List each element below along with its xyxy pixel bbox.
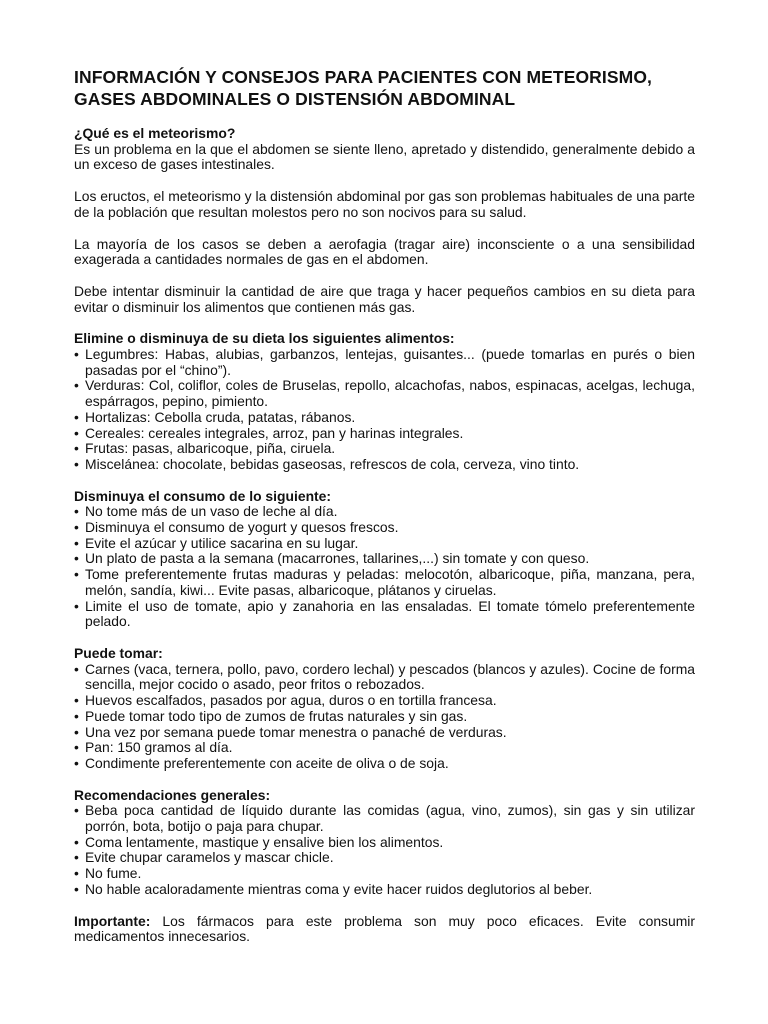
list-item	[74, 803, 695, 834]
list-item	[74, 457, 695, 473]
bullet-icon: •	[74, 692, 79, 709]
list-item-text: Una vez por semana puede tomar menestra o panaché de verduras.	[85, 723, 507, 740]
important-label: Importante:	[74, 912, 151, 929]
list-item-text: No tome más de un vaso de leche al día.	[85, 503, 338, 520]
title-line-1: INFORMACIÓN Y CONSEJOS PARA PACIENTES CON METEORISMO,	[74, 67, 652, 87]
bullet-icon: •	[74, 519, 79, 536]
list-item-text: Miscelánea: chocolate, bebidas gaseosas, refrescos de cola, cerveza, vino tinto.	[85, 455, 580, 472]
bullet-icon: •	[74, 723, 79, 740]
list-item	[74, 536, 695, 552]
list-item-text: Hortalizas: Cebolla cruda, patatas, rábanos.	[85, 408, 356, 425]
bullet-list	[74, 347, 695, 473]
bullet-list	[74, 803, 695, 897]
bullet-icon: •	[74, 754, 79, 771]
list-item-text: Coma lentamente, mastique y ensalive bien los alimentos.	[85, 833, 444, 850]
list-item	[74, 378, 695, 409]
document-title	[74, 66, 695, 110]
list-item-text: Tome preferentemente frutas maduras y peladas: melocotón, albaricoque, piña, manzana, pera, melón, sandía, kiwi... Evite pasas, albaricoque, plátanos y ciruelas.	[85, 566, 695, 598]
section-0	[74, 331, 695, 472]
bullet-icon: •	[74, 707, 79, 724]
list-item-text: No hable acaloradamente mientras coma y evite hacer ruidos deglutorios al beber.	[85, 880, 593, 897]
intro-paragraph-2: Los eructos, el meteorismo y la distensión abdominal por gas son problemas habituales de una parte de la población que resultan molestos pero no son nocivos para su salud.	[74, 188, 695, 220]
bullet-list	[74, 662, 695, 772]
list-item	[74, 410, 695, 426]
list-item	[74, 850, 695, 866]
section-heading: Disminuya el consumo de lo siguiente:	[74, 487, 332, 504]
bullet-icon: •	[74, 408, 79, 425]
bullet-icon: •	[74, 865, 79, 882]
intro-answer: Es un problema en la que el abdomen se siente lleno, apretado y distendido, generalmente debido a un exceso de gases intestinales.	[74, 140, 695, 173]
list-item-text: Huevos escalfados, pasados por agua, duros o en tortilla francesa.	[85, 692, 497, 709]
section-3	[74, 788, 695, 898]
bullet-icon: •	[74, 424, 79, 441]
list-item-text: No fume.	[85, 865, 142, 882]
list-item-text: Limite el uso de tomate, apio y zanahoria en las ensaladas. El tomate tómelo preferentemente pelado.	[85, 597, 695, 630]
section-heading: Elimine o disminuya de su dieta los siguientes alimentos:	[74, 330, 455, 347]
bullet-icon: •	[74, 660, 79, 677]
bullet-icon: •	[74, 849, 79, 866]
list-item	[74, 441, 695, 457]
list-item-text: Condimente preferentemente con aceite de oliva o de soja.	[85, 754, 449, 771]
bullet-icon: •	[74, 534, 79, 551]
sections-container	[74, 331, 695, 897]
important-text: Los fármacos para este problema son muy poco eficaces. Evite consumir medicamentos innecesarios.	[74, 912, 695, 945]
list-item-text: Beba poca cantidad de líquido durante las comidas (agua, vino, zumos), sin gas y sin utilizar porrón, bota, botijo o paja para chupar.	[85, 802, 695, 835]
bullet-icon: •	[74, 880, 79, 897]
list-item	[74, 347, 695, 378]
title-line-2: GASES ABDOMINALES O DISTENSIÓN ABDOMINAL	[74, 89, 516, 109]
bullet-icon: •	[74, 503, 79, 520]
list-item-text: Evite chupar caramelos y mascar chicle.	[85, 849, 334, 866]
list-item-text: Puede tomar todo tipo de zumos de frutas naturales y sin gas.	[85, 707, 468, 724]
section-1	[74, 489, 695, 630]
bullet-icon: •	[74, 377, 79, 394]
bullet-icon: •	[74, 802, 79, 819]
list-item	[74, 567, 695, 598]
list-item	[74, 599, 695, 630]
list-item-text: Carnes (vaca, ternera, pollo, pavo, cordero lechal) y pescados (blancos y azules). Cocine de forma sencilla, mejor cocido o asado, peor fritos o rebozados.	[85, 660, 695, 693]
intro-question: ¿Qué es el meteorismo?	[74, 125, 236, 141]
list-item	[74, 866, 695, 882]
list-item	[74, 504, 695, 520]
section-heading: Puede tomar:	[74, 644, 163, 661]
list-item	[74, 551, 695, 567]
list-item-text: Evite el azúcar y utilice sacarina en su lugar.	[85, 534, 359, 551]
list-item	[74, 725, 695, 741]
bullet-list	[74, 504, 695, 630]
list-item-text: Verduras: Col, coliflor, coles de Bruselas, repollo, alcachofas, nabos, espinacas, acelgas, lechuga, espárragos, pepino, pimiento.	[85, 377, 695, 410]
list-item	[74, 756, 695, 772]
list-item-text: Cereales: cereales integrales, arroz, pan y harinas integrales.	[85, 424, 464, 441]
bullet-icon: •	[74, 833, 79, 850]
section-heading: Recomendaciones generales:	[74, 786, 271, 803]
list-item-text: Pan: 150 gramos al día.	[85, 739, 233, 756]
bullet-icon: •	[74, 739, 79, 756]
list-item	[74, 662, 695, 693]
list-item	[74, 520, 695, 536]
list-item-text: Legumbres: Habas, alubias, garbanzos, lentejas, guisantes... (puede tomarlas en purés o bien pasadas por el “chino”).	[85, 346, 695, 378]
document-body	[74, 126, 695, 945]
section-2	[74, 646, 695, 772]
bullet-icon: •	[74, 597, 79, 614]
document-page	[74, 66, 695, 945]
list-item-text: Frutas: pasas, albaricoque, piña, ciruela.	[85, 440, 336, 457]
list-item-text: Un plato de pasta a la semana (macarrones, tallarines,...) sin tomate y con queso.	[85, 550, 590, 567]
list-item	[74, 740, 695, 756]
bullet-icon: •	[74, 550, 79, 567]
list-item	[74, 882, 695, 898]
intro-paragraph-3: La mayoría de los casos se deben a aerofagia (tragar aire) inconsciente o a una sensibilidad exagerada a cantidades normales de gas en el abdomen.	[74, 235, 695, 268]
bullet-icon: •	[74, 566, 79, 583]
list-item	[74, 835, 695, 851]
bullet-icon: •	[74, 346, 79, 363]
list-item	[74, 693, 695, 709]
intro-definition	[74, 126, 695, 173]
bullet-icon: •	[74, 455, 79, 472]
list-item	[74, 709, 695, 725]
intro-paragraph-4: Debe intentar disminuir la cantidad de aire que traga y hacer pequeños cambios en su dieta para evitar o disminuir los alimentos que contienen más gas.	[74, 282, 695, 315]
list-item	[74, 426, 695, 442]
list-item-text: Disminuya el consumo de yogurt y quesos frescos.	[85, 519, 399, 536]
important-note	[74, 914, 695, 945]
bullet-icon: •	[74, 440, 79, 457]
